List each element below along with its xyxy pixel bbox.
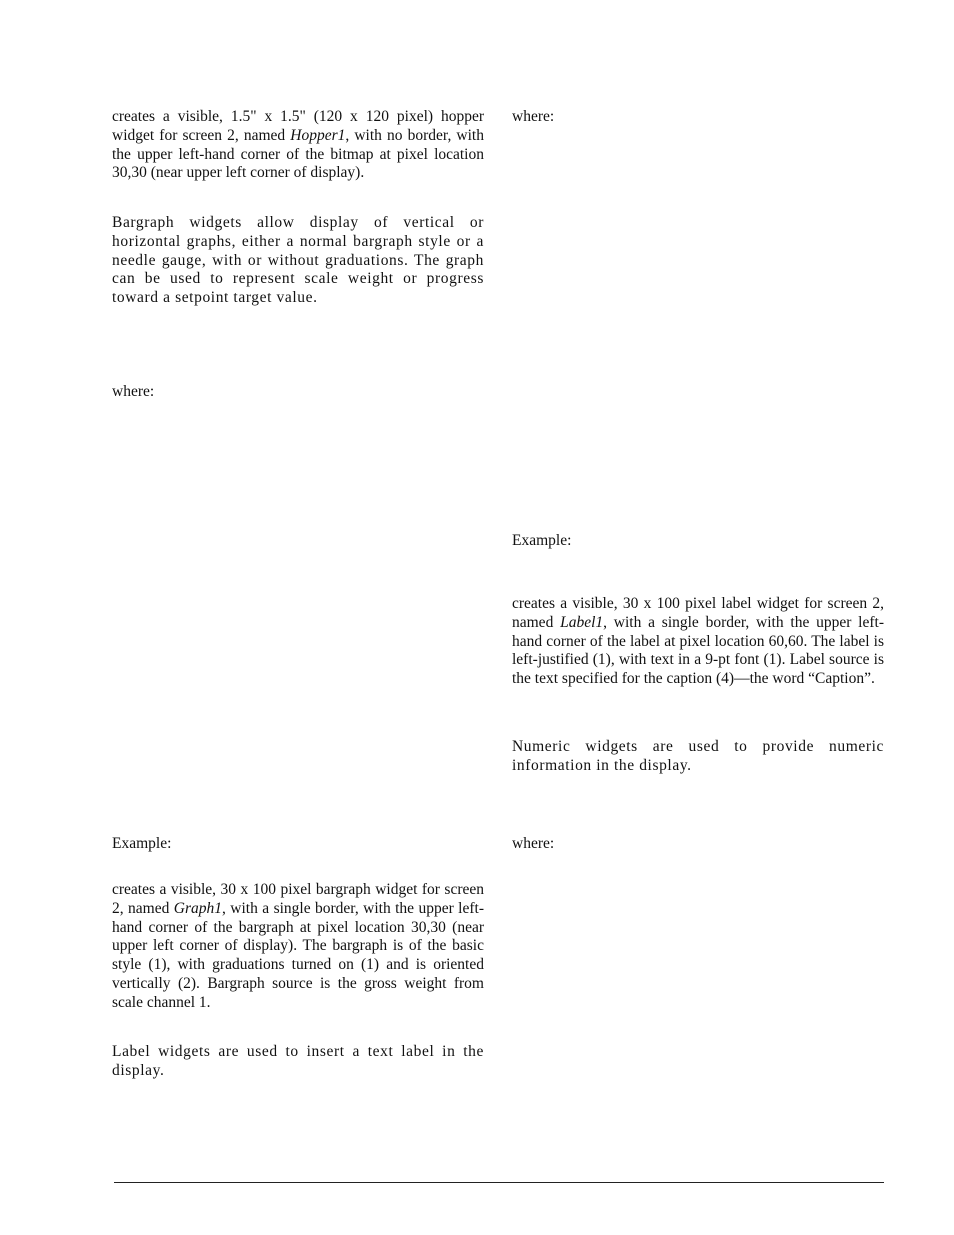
hopper-where-label: where: bbox=[512, 108, 555, 125]
label-example-text-after: , with a single border, with the upper left-hand corner of the label at pixel location 60,60. The label is left-justified (1), with text in a 9-pt font (1). Label source is the text specified for the caption (4)—the word “Caption”. bbox=[512, 613, 884, 688]
hopper-example-text-after: , with no border, with the upper left-hand corner of the bitmap at pixel location 30,30 (near upper left corner of display). bbox=[112, 126, 484, 182]
label-example-paragraph bbox=[512, 595, 884, 689]
bargraph-where-label: where: bbox=[112, 383, 155, 400]
bargraph-intro-paragraph: Bargraph widgets allow display of vertical or horizontal graphs, either a normal bargraph style or a needle gauge, with or without graduations. The graph can be used to represent scale weight or progress toward a setpoint target value. bbox=[112, 214, 484, 307]
label-widget-name: Label1 bbox=[560, 613, 604, 631]
label-intro-paragraph: Label widgets are used to insert a text label in the display. bbox=[112, 1043, 484, 1079]
bargraph-example-label: Example: bbox=[112, 835, 172, 852]
bargraph-example-text-before: creates a visible, 30 x 100 pixel bargraph widget for screen 2, named bbox=[112, 881, 484, 917]
bargraph-example-text-after: , with a single border, with the upper left-hand corner of the bargraph at pixel location 30,30 (near upper left corner of display). The bargraph is of the basic style (1), with graduations turned on (1) and is oriented vertically (2). Bargraph source is the gross weight from scale channel 1. bbox=[112, 899, 484, 1011]
numeric-where-label: where: bbox=[512, 835, 555, 852]
hopper-example-paragraph bbox=[112, 108, 484, 183]
footer-divider bbox=[114, 1182, 884, 1183]
numeric-intro-paragraph: Numeric widgets are used to provide numeric information in the display. bbox=[512, 738, 884, 774]
hopper-example-text-before: creates a visible, 1.5" x 1.5" (120 x 120 pixel) hopper widget for screen 2, named bbox=[112, 108, 484, 144]
label-example-label: Example: bbox=[512, 532, 572, 549]
bargraph-example-paragraph bbox=[112, 881, 484, 1013]
label-example-text-before: creates a visible, 30 x 100 pixel label widget for screen 2, named bbox=[512, 595, 884, 631]
bargraph-widget-name: Graph1 bbox=[173, 899, 223, 917]
hopper-widget-name: Hopper1 bbox=[290, 126, 346, 144]
